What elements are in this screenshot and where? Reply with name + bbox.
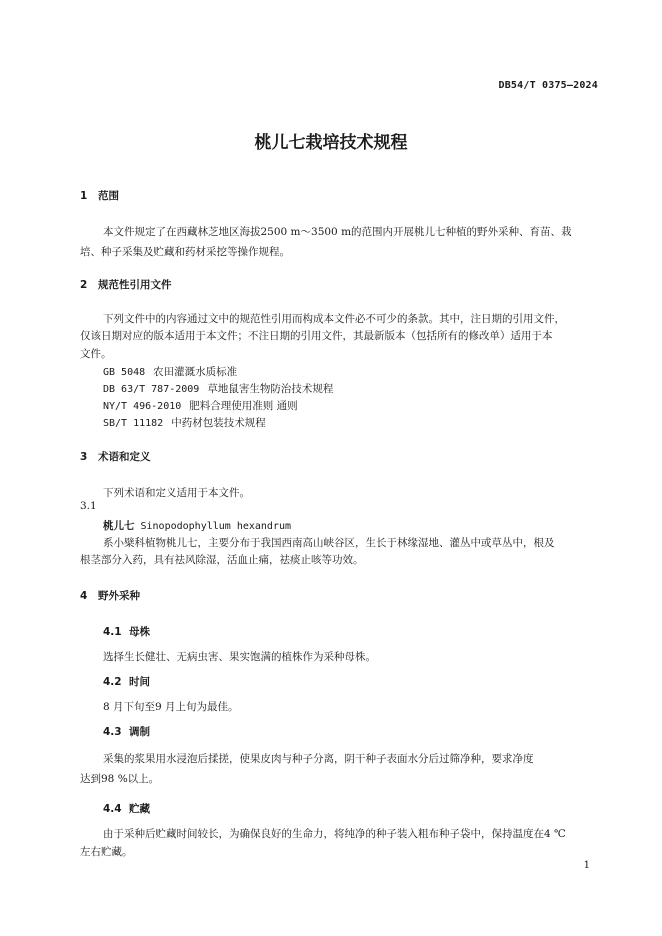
subsection-number: 4.3 — [103, 726, 122, 738]
reference-item — [103, 364, 237, 379]
term-latin: Sinopodophyllum hexandrum — [140, 521, 292, 532]
paragraph-line: 采集的浆果用水浸泡后揉搓，使果皮肉与种子分离，阴干种子表面水分后过筛净种，要求净度 — [103, 753, 534, 765]
section-title: 范围 — [98, 190, 119, 202]
paragraph-line: 选择生长健壮、无病虫害、果实饱满的植株作为采种母株。 — [103, 651, 376, 663]
page-number: 1 — [583, 860, 590, 871]
section-number: 4 — [80, 590, 88, 602]
section-heading-scope — [80, 188, 119, 203]
reference-item — [103, 381, 333, 396]
section-heading-normative-references — [80, 277, 172, 292]
subsection-number: 4.4 — [103, 803, 122, 815]
paragraph-line: 系小檗科植物桃儿七，主要分布于我国西南高山峡谷区，生长于林缘湿地、灌丛中或草丛中，根及 — [103, 537, 555, 549]
section-title: 术语和定义 — [98, 451, 151, 463]
subsection-title: 时间 — [129, 676, 150, 688]
reference-name: 肥料合理使用准则 通则 — [189, 400, 298, 412]
paragraph-line: 根茎部分入药，具有祛风除湿，活血止痛，祛痰止咳等功效。 — [80, 554, 364, 566]
reference-name: 草地鼠害生物防治技术规程 — [207, 383, 334, 395]
subsection-number: 4.2 — [103, 676, 122, 688]
subsection-heading — [103, 724, 150, 739]
reference-code: NY/T 496-2010 — [103, 401, 182, 412]
paragraph-line: 下列术语和定义适用于本文件。 — [103, 487, 250, 499]
subsection-heading — [103, 624, 150, 639]
reference-name: 农田灌溉水质标准 — [153, 366, 238, 378]
term-chinese: 桃儿七 — [103, 520, 135, 532]
paragraph-line: 达到98 %以上。 — [80, 773, 160, 785]
section-heading-terms — [80, 449, 151, 464]
subsection-number: 4.1 — [103, 626, 122, 638]
section-number: 1 — [80, 190, 88, 202]
reference-code: DB 63/T 787-2009 — [103, 384, 200, 395]
reference-name: 中药材包装技术规程 — [171, 417, 266, 429]
subsection-title: 贮藏 — [129, 803, 150, 815]
subsection-heading — [103, 674, 150, 689]
reference-item — [103, 398, 298, 413]
term-number: 3.1 — [80, 500, 97, 512]
paragraph-line: 左右贮藏。 — [80, 846, 133, 858]
subsection-title: 母株 — [129, 626, 150, 638]
section-number: 2 — [80, 279, 88, 291]
reference-code: SB/T 11182 — [103, 418, 164, 429]
paragraph-line: 培、种子采集及贮藏和药材采挖等操作规程。 — [80, 246, 290, 258]
subsection-heading — [103, 801, 150, 816]
document-code: DB54/T 0375—2024 — [498, 80, 598, 91]
section-number: 3 — [80, 451, 88, 463]
paragraph-line: 本文件规定了在西藏林芝地区海拔2500 m～3500 m的范围内开展桃儿七种植的野外采种、育苗、栽 — [103, 226, 572, 238]
paragraph-line: 由于采种后贮藏时间较长，为确保良好的生命力，将纯净的种子装入粗布种子袋中，保持温度在4 ℃ — [103, 828, 566, 840]
subsection-title: 调制 — [129, 726, 150, 738]
section-title: 规范性引用文件 — [98, 279, 172, 291]
paragraph-line: 下列文件中的内容通过文中的规范性引用而构成本文件必不可少的条款。其中，注日期的引用文件， — [103, 313, 565, 325]
section-heading-field-seed-collection — [80, 588, 140, 603]
section-title: 野外采种 — [98, 590, 140, 602]
page-title: 桃儿七栽培技术规程 — [254, 133, 408, 153]
paragraph-line: 8 月下旬至9 月上旬为最佳。 — [103, 701, 239, 713]
paragraph-line: 文件。 — [80, 348, 112, 360]
term-entry — [103, 518, 291, 533]
reference-item — [103, 415, 266, 430]
reference-code: GB 5048 — [103, 367, 146, 378]
paragraph-line: 仅该日期对应的版本适用于本文件；不注日期的引用文件，其最新版本（包括所有的修改单）适用于本 — [80, 330, 553, 342]
